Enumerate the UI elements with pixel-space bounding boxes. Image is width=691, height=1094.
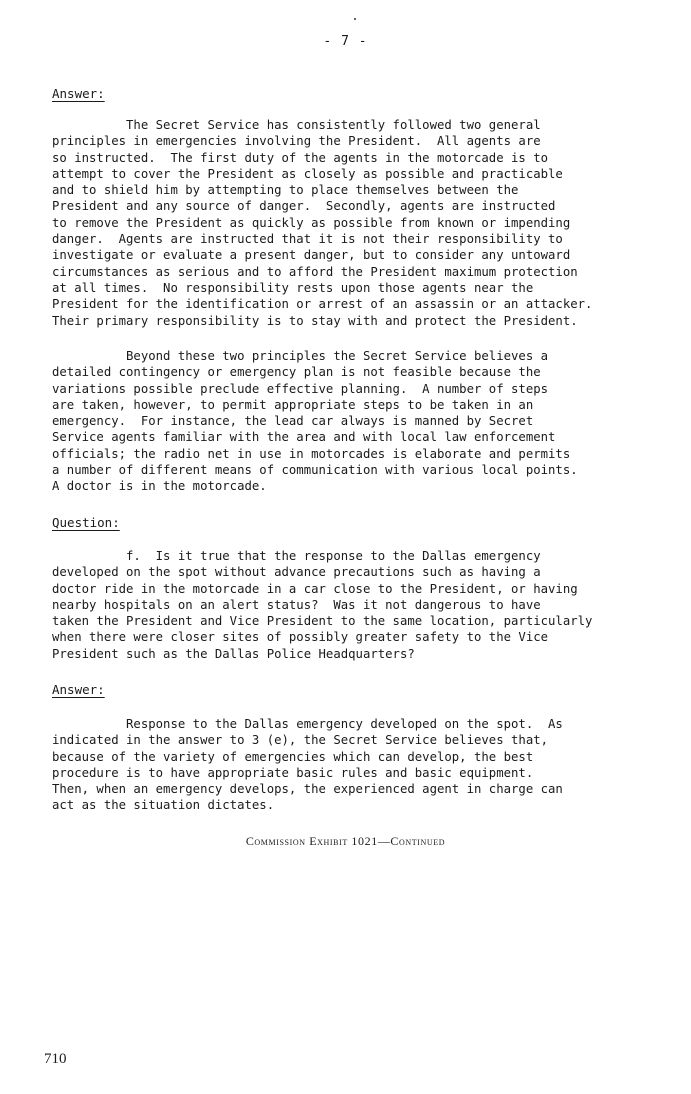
question-heading: Question: — [52, 515, 120, 530]
question-paragraph: f. Is it true that the response to the Dallas emergency developed on the spot without advance precautions such as having a doctor ride in the motorcade in a car close to the President, or having nearby hospitals on an alert status? Was it not dangerous to have taken the President and Vice President to the same location, particularly when there were closer sites of possibly greater safety to the Vice President such as the Dallas Police Headquarters? — [52, 549, 593, 661]
answer-heading-2: Answer: — [52, 682, 105, 697]
folio-page-number: 710 — [44, 1051, 67, 1067]
answer-paragraph-2: Beyond these two principles the Secret Service believes a detailed contingency or emergency plan is not feasible because the variations possible preclude effective planning. A number of steps are taken, however, to permit appropriate steps to be taken in an emergency. For instance, the lead car always is manned by Secret Service agents familiar with the area and with local law enforcement officials; the radio net in use in motorcades is elaborate and permits a number of different means of communication with various local points. A doctor is in the motorcade. — [52, 349, 578, 494]
page-number: - 7 - — [323, 34, 368, 49]
stray-mark — [354, 18, 356, 20]
answer-paragraph-3: Response to the Dallas emergency developed on the spot. As indicated in the answer to 3 (e), the Secret Service believes that, because of the variety of emergencies which can develop, the best procedure is to have appropriate basic rules and basic equipment. Then, when an emergency develops, the experienced agent in charge can act as the situation dictates. — [52, 717, 563, 813]
exhibit-caption: Commission Exhibit 1021—Continued — [245, 834, 446, 848]
answer-heading-1: Answer: — [52, 86, 105, 101]
answer-paragraph-1: The Secret Service has consistently followed two general principles in emergencies involving the President. All agents are so instructed. The first duty of the agents in the motorcade is to attempt to cover the President as closely as possible and practicable and to shield him by attempting to place themselves between the President and any source of danger. Secondly, agents are instructed to remove the President as quickly as possible from known or impending danger. Agents are instructed that it is not their responsibility to investigate or evaluate a present danger, but to consider any untoward circumstances as serious and to afford the President maximum protection at all times. No responsibility rests upon those agents near the President for the identification or arrest of an assassin or an attacker. Their primary responsibility is to stay with and protect the President. — [52, 118, 593, 328]
